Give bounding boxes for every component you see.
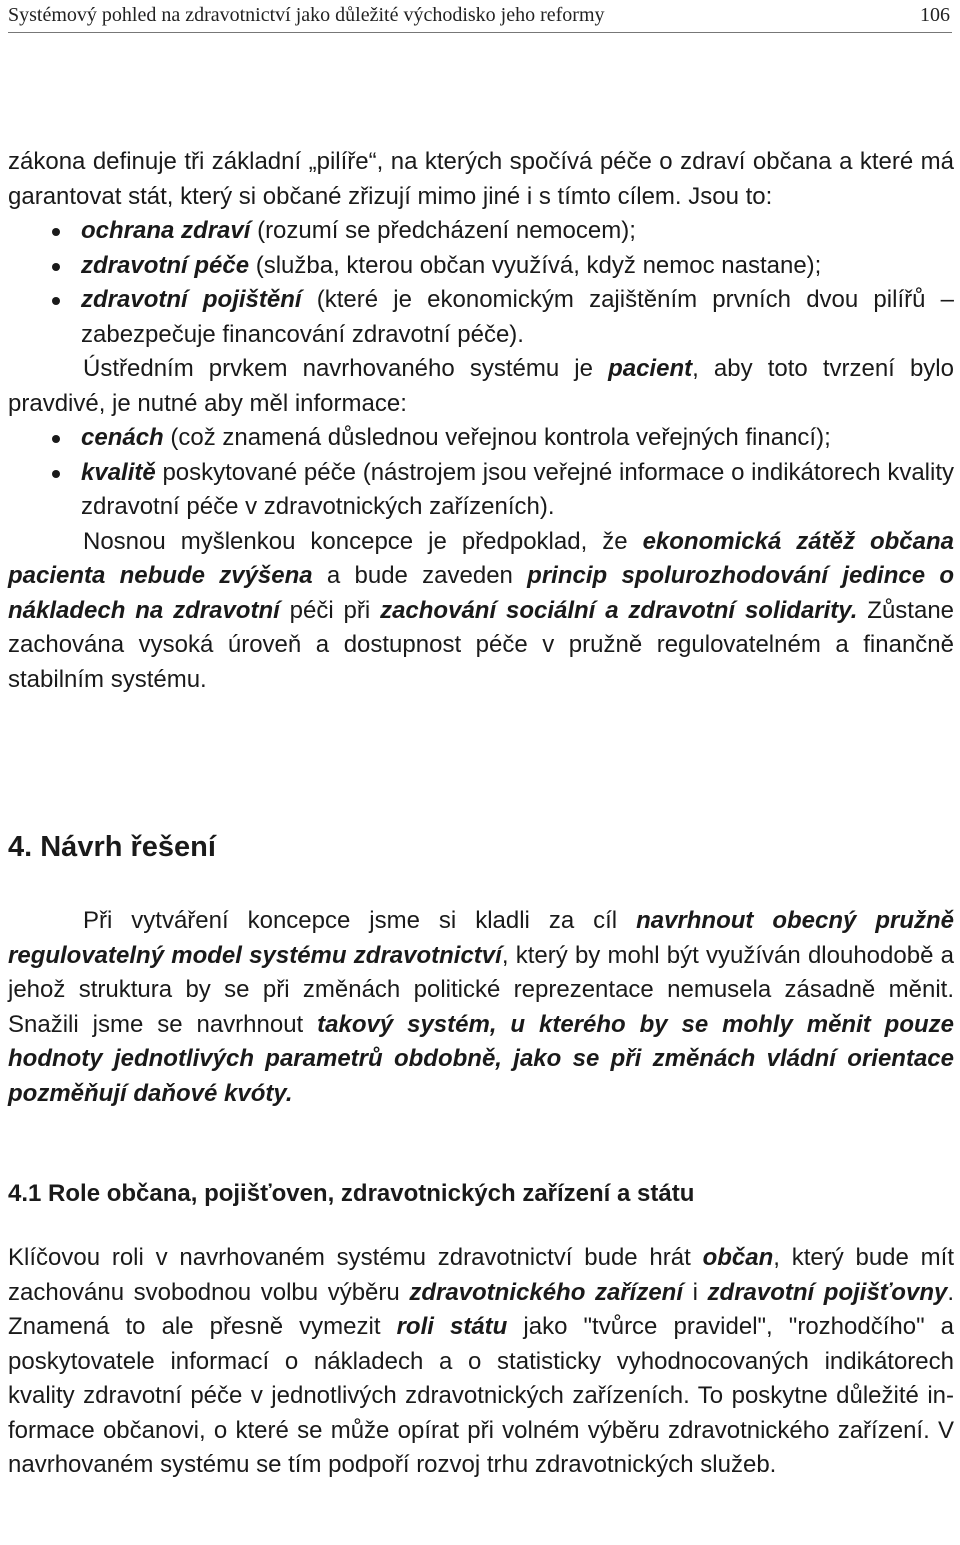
list-item-text: (které je ekonomickým zajištěním prvních dvou pilířů – zabezpečuje financování zdravotní péče). bbox=[81, 286, 954, 348]
section-4-1-emphasis: roli státu bbox=[396, 1313, 508, 1340]
section-4-1-text: , který bude mít zachovánu svobodnou volbu výběru bbox=[8, 1244, 954, 1306]
central-text: Ústředním prvkem navrhovaného systému je bbox=[83, 355, 609, 382]
central-text-end: , aby toto tvrzení bylo pravdivé, je nutné aby měl informace: bbox=[8, 355, 954, 417]
section-4-paragraph bbox=[8, 904, 954, 1111]
list-item-text: (což znamená důslednou veřejnou kontrola veřejných financí); bbox=[163, 424, 831, 451]
bullet-icon bbox=[52, 297, 60, 305]
bullet-icon bbox=[52, 228, 60, 236]
idea-emphasis: ekonomická zátěž občana pacienta nebude zvýšena bbox=[8, 527, 954, 589]
section-heading-4-1: 4.1 Role občana, pojišťoven, zdravotnických zařízení a státu bbox=[8, 1180, 695, 1207]
idea-emphasis: zachování sociální a zdravotní solidarity. bbox=[380, 596, 858, 624]
list-item-term: ochrana zdraví bbox=[81, 217, 251, 244]
page-number: 106 bbox=[920, 4, 950, 26]
list-item bbox=[8, 283, 954, 352]
section-4-text: , který by mohl být využíván dlouhodobě a jehož struktura by se při změnách politické reprezentace nemusela zásadně měnit. Snažili jsme se navrhnout bbox=[8, 941, 954, 1038]
section-4-1-emphasis: zdravotní pojišťovny bbox=[707, 1278, 948, 1306]
list-item-term: zdravotní pojištění bbox=[81, 286, 302, 313]
main-text-block bbox=[8, 145, 954, 697]
list-item-text: (služba, kterou občan využívá, když nemoc nastane); bbox=[249, 251, 822, 279]
idea-emphasis: princip spolurozhodování jedince o nákladech na zdravotní bbox=[8, 562, 954, 624]
list-item bbox=[8, 456, 954, 525]
list-item-text: poskytované péče (nástrojem jsou veřejné informace o indikátorech kvality zdravotní péče v zdravotnických zařízeních). bbox=[81, 458, 954, 520]
section-4-1-text: Klíčovou roli v navrhovaném systému zdravotnictví bude hrát bbox=[8, 1244, 703, 1271]
list-item-term: kvalitě bbox=[81, 458, 156, 486]
section-4-1-text: jako "tvůrce pravidel", "rozhodčího" a poskytovatele informací o nákladech a o statisticky vyhodnocovaných indikátorech kvality zdravotní péče v jednotlivých zdravotnických zařízeních. To poskytne důležité informace občanovi, o které se může opírat při volném výběru zdravotnického zařízení. V navrhovaném systému se tím podpoří rozvoj trhu zdravotnických služeb. bbox=[8, 1313, 955, 1478]
list-item-term: cenách bbox=[81, 424, 164, 451]
idea-text: péči při bbox=[279, 596, 381, 624]
idea-text: Nosnou myšlenkou koncepce je předpoklad, že bbox=[83, 527, 643, 555]
bullet-icon bbox=[52, 263, 60, 271]
idea-text: Zůstane zachována vysoká úroveň a dostupnost péče v pružně regulovatelném a finančně stabilním systému. bbox=[8, 596, 955, 693]
header-title: Systémový pohled na zdravotnictví jako důležité východisko jeho reformy bbox=[8, 4, 605, 26]
section-4-1-body bbox=[8, 1241, 954, 1483]
section-4-emphasis: takový systém, u kterého by se mohly měnit pouze hodnoty jednotlivých parametrů obdobně, jako se při změnách vládní orientace pozměňují daňové kvóty. bbox=[8, 1010, 954, 1107]
list-item bbox=[8, 421, 954, 456]
idea-text: a bude zaveden bbox=[312, 562, 528, 589]
section-4-1-emphasis: občan bbox=[702, 1244, 774, 1271]
bullet-icon bbox=[52, 470, 60, 478]
info-list bbox=[8, 421, 954, 525]
section-4-1-text: . Znamená to ale přesně vymezit bbox=[8, 1278, 954, 1340]
pillars-list bbox=[8, 214, 954, 352]
idea-paragraph bbox=[8, 525, 954, 698]
section-4-1-emphasis: zdravotnického zařízení bbox=[409, 1278, 683, 1306]
list-item-text: (rozumí se předcházení nemocem); bbox=[250, 217, 636, 244]
central-term: pacient bbox=[608, 355, 693, 382]
intro-paragraph: zákona definuje tři základní „pilíře“, na kterých spočívá péče o zdraví občana a které má garantovat stát, který si občané zřizují mimo jiné i s tímto cílem. Jsou to: bbox=[8, 148, 954, 210]
central-paragraph bbox=[8, 352, 954, 421]
list-item bbox=[8, 249, 954, 284]
list-item-term: zdravotní péče bbox=[81, 251, 250, 279]
running-header bbox=[8, 0, 952, 34]
section-4-body bbox=[8, 904, 954, 1111]
list-item bbox=[8, 214, 954, 249]
section-4-emphasis: navrhnout obecný pružně regulovatelný model systému zdravotnictví bbox=[8, 907, 954, 969]
section-4-1-paragraph bbox=[8, 1241, 954, 1483]
section-4-1-text: i bbox=[683, 1278, 708, 1306]
bullet-icon bbox=[52, 435, 60, 443]
section-heading-4: 4. Návrh řešení bbox=[8, 831, 216, 863]
header-rule bbox=[8, 32, 952, 33]
section-4-text: Při vytváření koncepce jsme si kladli za cíl bbox=[83, 907, 637, 934]
